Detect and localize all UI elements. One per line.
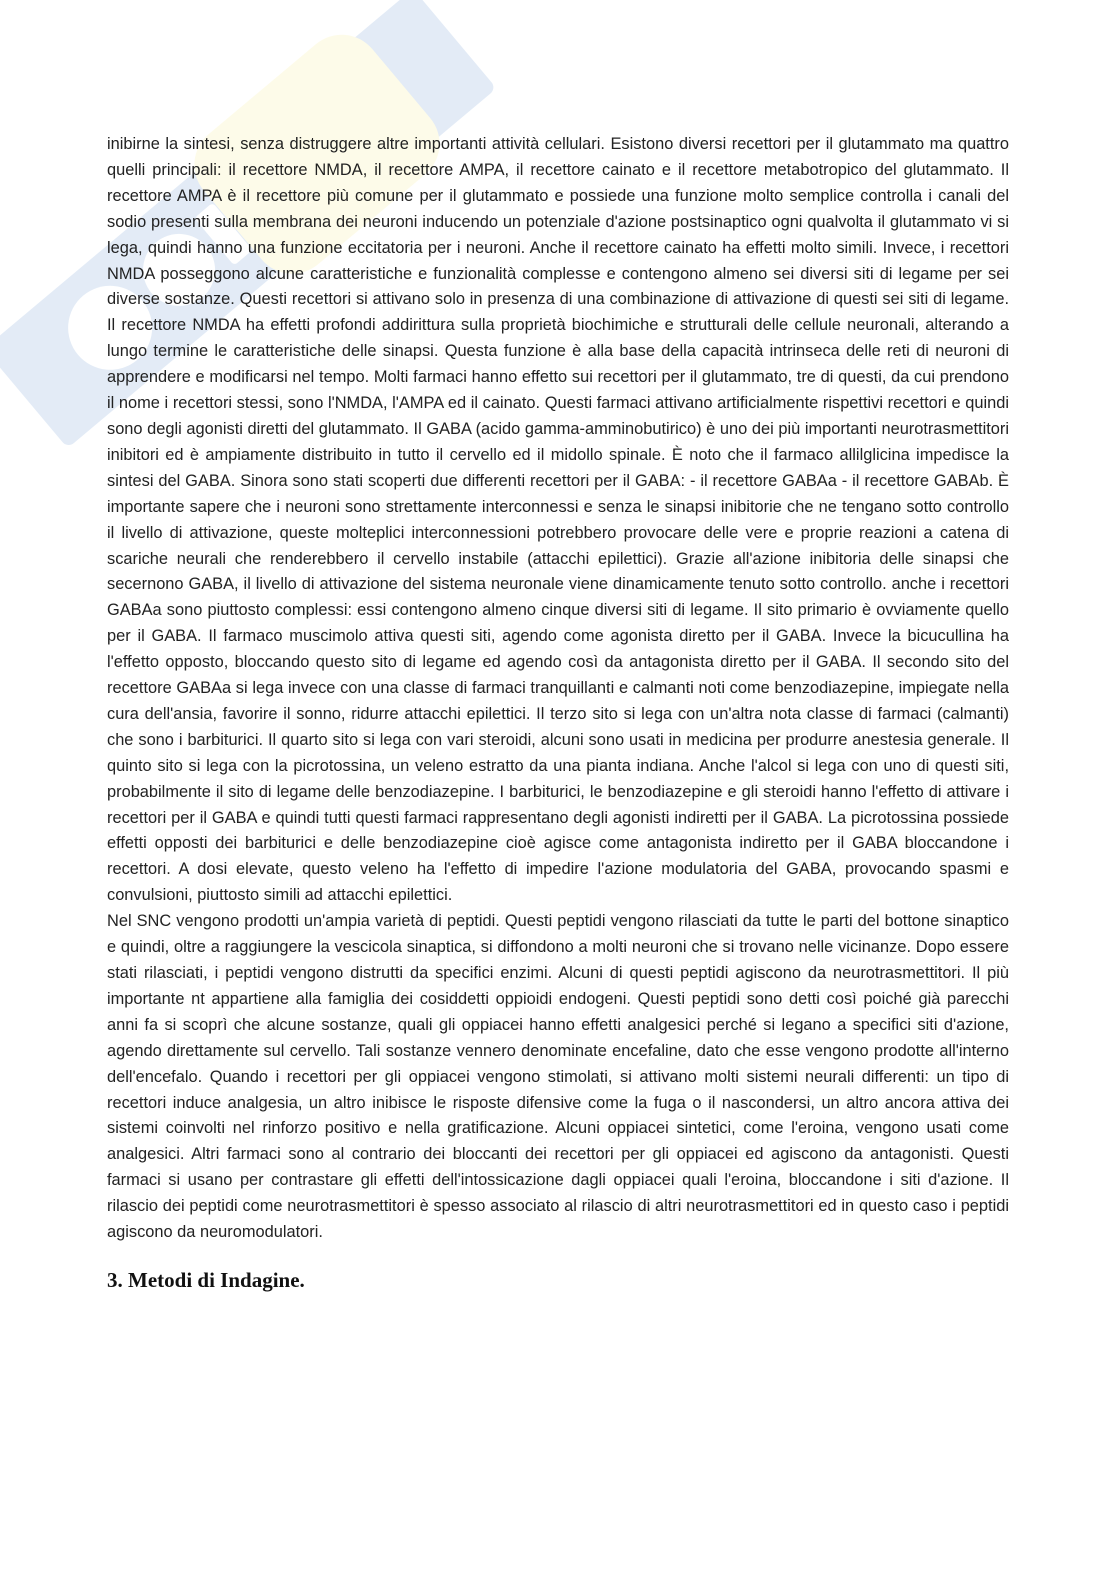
paragraph-glutamate-gaba: inibirne la sintesi, senza distruggere altre importanti attività cellulari. Esistono diversi recettori per il glutammato ma quattro quelli principali: il recettore NMDA, il recettore AMPA, il recettore cainato e il recettore metabotropico del glutammato. Il recettore AMPA è il recettore più comune per il glutammato e possiede una funzione molto semplice controlla i canali del sodio presenti sulla membrana dei neuroni inducendo un potenziale d'azione postsinaptico ogni qualvolta il glutammato vi si lega, quindi hanno una funzione eccitatoria per i neuroni. Anche il recettore cainato ha effetti molto simili. Invece, i recettori NMDA posseggono alcune caratteristiche e funzionalità complesse e contengono almeno sei diversi siti di legame per sei diverse sostanze. Questi recettori si attivano solo in presenza di una combinazione di attivazione di questi sei siti di legame. Il recettore NMDA ha effetti profondi addirittura sulla proprietà biochimiche e strutturali delle cellule neuronali, alterando a lungo termine le caratteristiche delle sinapsi. Questa funzione è alla base della capacità intrinseca delle reti di neuroni di apprendere e modificarsi nel tempo. Molti farmaci hanno effetto sui recettori per il glutammato, tre di questi, da cui prendono il nome i recettori stessi, sono l'NMDA, l'AMPA ed il cainato. Questi farmaci attivano artificialmente rispettivi recettori e quindi sono degli agonisti diretti del glutammato. Il GABA (acido gamma-amminobutirico) è uno dei più importanti neurotrasmettitori inibitori ed è ampiamente distribuito in tutto il cervello ed il midollo spinale. È noto che il farmaco allilglicina impedisce la sintesi del GABA. Sinora sono stati scoperti due differenti recettori per il GABA: - il recettore GABAa - il recettore GABAb. È importante sapere che i neuroni sono strettamente interconnessi e senza le sinapsi inibitorie che ne tengano sotto controllo il livello di attivazione, queste molteplici interconnessioni potrebbero provocare delle vere e proprie reazioni a catena di scariche neurali che renderebbero il cervello instabile (attacchi epilettici). Grazie all'azione inibitoria delle sinapsi che secernono GABA, il livello di attivazione del sistema neuronale viene dinamicamente tenuto sotto controllo. anche i recettori GABAa sono piuttosto complessi: essi contengono almeno cinque diversi siti di legame. Il sito primario è ovviamente quello per il GABA. Il farmaco muscimolo attiva questi siti, agendo come agonista diretto per il GABA. Invece la bicucullina ha l'effetto opposto, bloccando questo sito di legame ed agendo così da antagonista diretto per il GABA. Il secondo sito del recettore GABAa si lega invece con una classe di farmaci tranquillanti e calmanti noti come benzodiazepine, impiegate nella cura dell'ansia, favorire il sonno, ridurre attacchi epilettici. Il terzo sito si lega con un'altra nota classe di farmaci (calmanti) che sono i barbiturici. Il quarto sito si lega con vari steroidi, alcuni sono usati in medicina per produrre anestesia generale. Il quinto sito si lega con la picrotossina, un veleno estratto da una pianta indiana. Anche l'alcol si lega con uno di questi siti, probabilmente il sito di legame delle benzodiazepine. I barbiturici, le benzodiazepine e gli steroidi hanno l'effetto di attivare i recettori per il GABA e quindi tutti questi farmaci rappresentano degli agonisti indiretti per il GABA. La picrotossina possiede effetti opposti dei barbiturici e delle benzodiazepine cioè agisce come antagonista indiretto per il GABA bloccandone i recettori. A dosi elevate, questo veleno ha l'effetto di impedire l'azione modulatoria del GABA, provocando spasmi e convulsioni, piuttosto simili ad attacchi epilettici. <box>107 135 1009 905</box>
document-page <box>107 132 1009 1294</box>
section-heading: 3. Metodi di Indagine. <box>107 1267 305 1292</box>
paragraph-peptides: Nel SNC vengono prodotti un'ampia varietà di peptidi. Questi peptidi vengono rilasciati da tutte le parti del bottone sinaptico e quindi, oltre a raggiungere la vescicola sinaptica, si diffondono a molti neuroni che si trovano nelle vicinanze. Dopo essere stati rilasciati, i peptidi vengono distrutti da specifici enzimi. Alcuni di questi peptidi agiscono da neurotrasmettitori. Il più importante nt appartiene alla famiglia dei cosiddetti oppioidi endogeni. Questi peptidi sono detti così poiché già parecchi anni fa si scoprì che alcune sostanze, quali gli oppiacei hanno effetti analgesici perché si legano a specifici siti d'azione, agendo direttamente sul cervello. Tali sostanze vennero denominate encefaline, dato che esse vengono prodotte all'interno dell'encefalo. Quando i recettori per gli oppiacei vengono stimolati, si attivano molti sistemi neurali differenti: un tipo di recettori induce analgesia, un altro inibisce le risposte difensive come la fuga o il nascondersi, un altro ancora attiva dei sistemi coinvolti nel rinforzo positivo e nella gratificazione. Alcuni oppiacei sintetici, come l'eroina, vengono usati come analgesici. Altri farmaci sono al contrario dei bloccanti dei recettori per gli oppiacei ed agiscono da antagonisti. Questi farmaci si usano per contrastare gli effetti dell'intossicazione dagli oppiacei quali l'eroina, bloccandone i siti d'azione. Il rilascio dei peptidi come neurotrasmettitori è spesso associato al rilascio di altri neurotrasmettitori ed in questo caso i peptidi agiscono da neuromodulatori. <box>107 912 1009 1242</box>
